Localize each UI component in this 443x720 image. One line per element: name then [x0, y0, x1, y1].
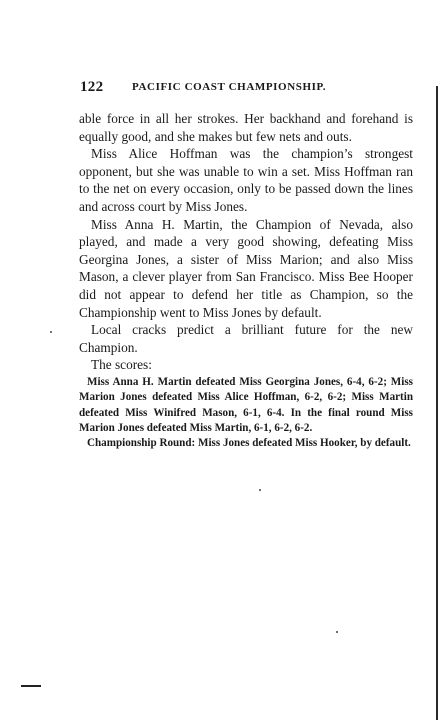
scan-speck	[259, 489, 261, 491]
scores-results: Miss Anna H. Martin defeated Miss Georgina Jones, 6-4, 6-2; Miss Marion Jones defeated Miss Alice Hoffman, 6-2, 6-2; Miss Martin defeated Miss Winifred Mason, 6-1, 6-4. In the final round Miss Marion Jones defeated Miss Martin, 6-1, 6-2, 6-2.	[79, 376, 413, 434]
paragraph-prediction: Local cracks predict a brilliant future for the new Champion.	[79, 322, 413, 355]
body-text	[79, 110, 413, 374]
paragraph-scores-intro: The scores:	[91, 357, 152, 373]
scores-championship-round: Championship Round: Miss Jones defeated Miss Hooker, by default.	[87, 437, 411, 450]
scan-margin-mark	[21, 685, 41, 687]
scores-section	[79, 375, 413, 451]
paragraph-continuation: able force in all her strokes. Her backhand and forehand is equally good, and she makes but few nets and outs.	[79, 111, 413, 144]
scan-speck	[50, 331, 52, 333]
scan-speck	[336, 631, 338, 633]
page-header	[80, 79, 420, 99]
page-number: 122	[80, 79, 104, 95]
running-head: PACIFIC COAST CHAMPIONSHIP.	[132, 81, 327, 93]
paragraph-hoffman: Miss Alice Hoffman was the champion’s strongest opponent, but she was unable to win a set. Miss Hoffman ran to the net on every occasion, only to be passed down the lines and across court by Miss Jones.	[79, 146, 413, 214]
page-edge-rule	[436, 86, 438, 720]
paragraph-martin: Miss Anna H. Martin, the Champion of Nevada, also played, and made a very good showing, defeating Miss Georgina Jones, a sister of Miss Marion; and also Miss Mason, a clever player from San Francisco. Miss Bee Hooper did not appear to defend her title as Champion, so the Championship went to Miss Jones by default.	[79, 216, 413, 320]
